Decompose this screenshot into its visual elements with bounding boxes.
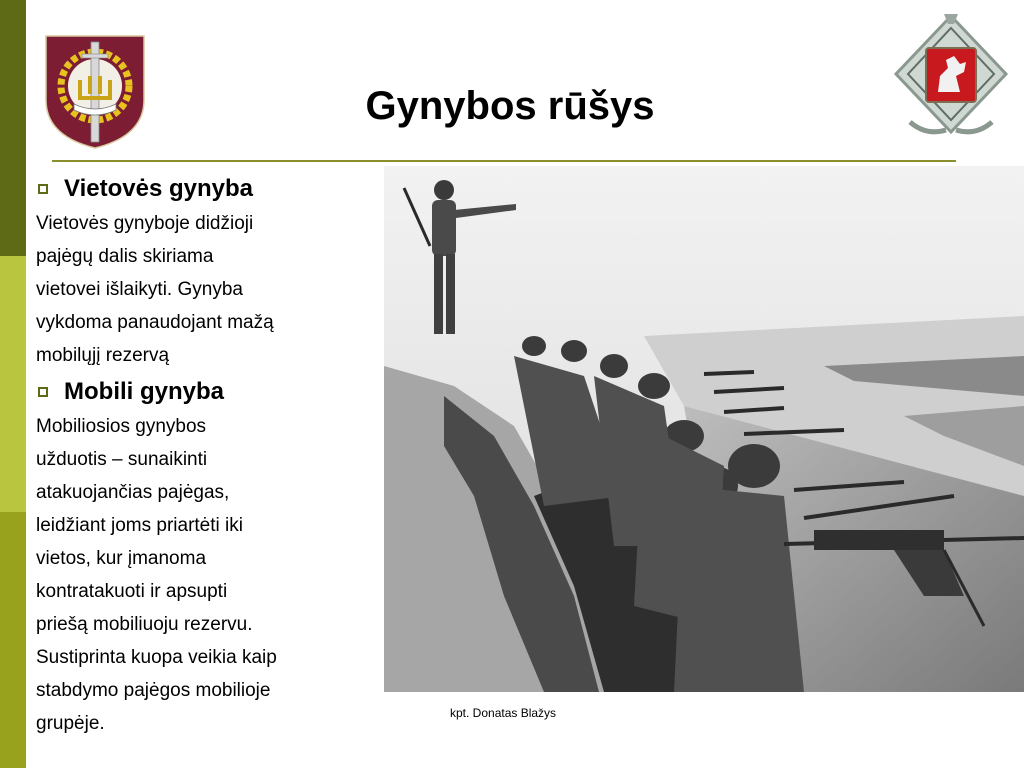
body-line: atakuojančias pajėgas,	[36, 482, 230, 503]
body-line: užduotis – sunaikinti	[36, 449, 208, 470]
military-academy-shield-icon	[44, 34, 146, 150]
body-line: pajėgų dalis skiriama	[36, 246, 214, 267]
body-line: kontratakuoti ir apsupti	[36, 581, 228, 602]
left-color-bar	[0, 0, 26, 768]
body-line: grupėje.	[36, 713, 105, 734]
body-line: vykdoma panaudojant mažą	[36, 312, 274, 333]
left-bar-segment-mid	[0, 512, 26, 768]
body-line: vietos, kur įmanoma	[36, 548, 207, 569]
title-divider	[52, 160, 956, 162]
section-heading-text: Mobili gynyba	[64, 378, 225, 405]
vytis-badge-icon	[886, 10, 1016, 146]
trench-soldiers-photo	[384, 166, 1024, 692]
body-line: leidžiant joms priartėti iki	[36, 515, 243, 536]
body-line: mobilųjį rezervą	[36, 345, 170, 366]
author-caption: kpt. Donatas Blažys	[450, 706, 557, 720]
left-bar-segment-dark	[0, 0, 26, 256]
body-line: Sustiprinta kuopa veikia kaip	[36, 647, 277, 668]
body-line: Mobiliosios gynybos	[36, 416, 207, 437]
text-column	[36, 168, 366, 740]
square-bullet-icon	[38, 387, 48, 397]
section-heading-text: Vietovės gynyba	[64, 175, 253, 202]
square-bullet-icon	[38, 184, 48, 194]
section-heading-vietoves-gynyba	[36, 171, 366, 207]
section-heading-mobili-gynyba	[36, 374, 366, 410]
slide-title: Gynybos rūšys	[365, 84, 655, 128]
body-line: priešą mobiliuoju rezervu.	[36, 614, 253, 635]
left-bar-segment-light	[0, 256, 26, 512]
body-line: Vietovės gynyboje didžioji	[36, 213, 254, 234]
body-line: vietovei išlaikyti. Gynyba	[36, 279, 243, 300]
body-line: stabdymo pajėgos mobilioje	[36, 680, 271, 701]
